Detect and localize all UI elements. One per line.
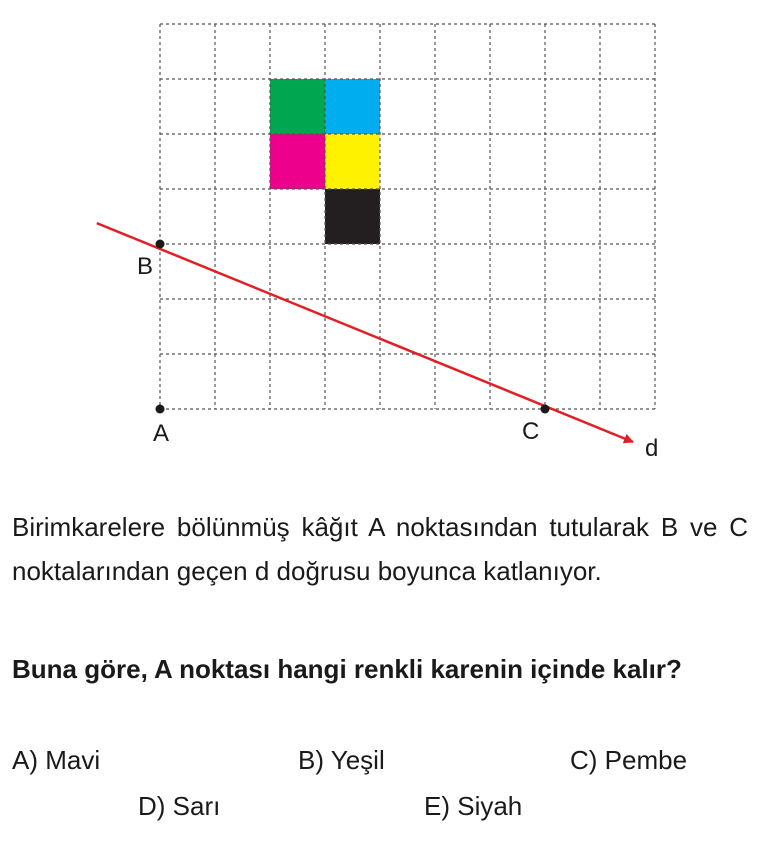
- points: [137, 240, 550, 448]
- cell-sari: [325, 134, 380, 189]
- line-d-label: d: [645, 435, 659, 462]
- cell-mavi: [325, 79, 380, 134]
- cell-siyah: [325, 189, 380, 244]
- option-c[interactable]: C) Pembe: [570, 745, 688, 775]
- point-b: [156, 240, 165, 249]
- cell-pembe: [270, 134, 325, 189]
- point-c: [541, 405, 550, 414]
- point-b-label: B: [137, 253, 154, 280]
- option-d[interactable]: D) Sarı: [138, 791, 221, 821]
- point-a: [156, 405, 165, 414]
- option-e[interactable]: E) Siyah: [424, 791, 523, 821]
- point-a-label: A: [153, 420, 170, 447]
- question-text: Birimkarelere bölünmüş kâğıt A noktasından tutularak B ve C noktalarından geçen d doğrusu boyunca katlanıyor.: [12, 512, 748, 586]
- fold-line-d: [97, 223, 659, 462]
- option-b[interactable]: B) Yeşil: [298, 745, 385, 775]
- question-prompt: Buna göre, A noktası hangi renkli karenin içinde kalır?: [12, 654, 682, 684]
- point-c-label: C: [522, 418, 540, 445]
- option-a[interactable]: A) Mavi: [12, 745, 101, 775]
- cell-yesil: [270, 79, 325, 134]
